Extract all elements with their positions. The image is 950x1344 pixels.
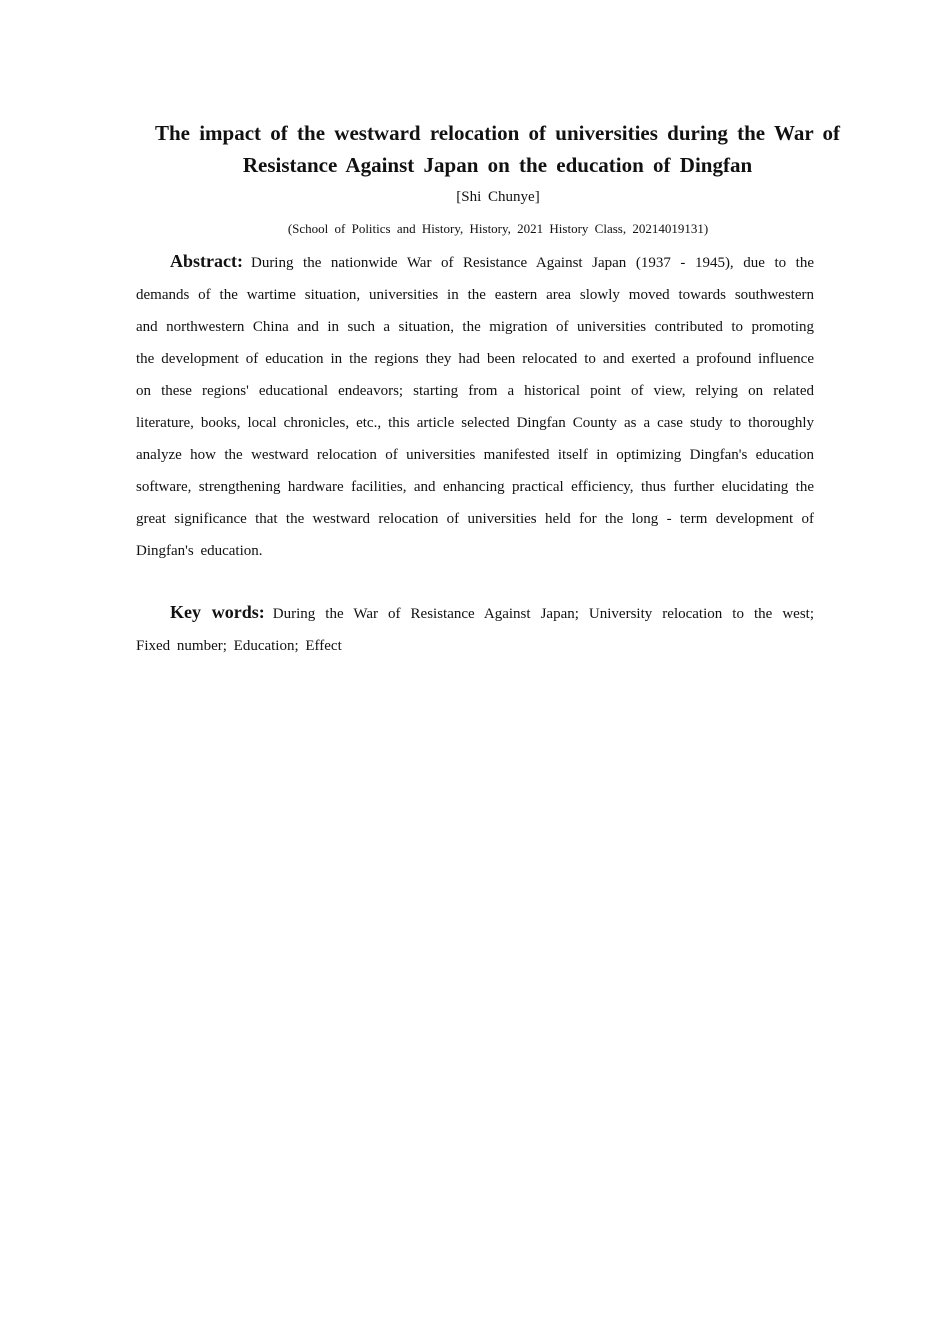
- abstract-paragraph: [136, 245, 814, 567]
- author-affiliation: (School of Politics and History, History, 2021 History Class, 20214019131): [287, 221, 709, 236]
- keywords-label: Key words:: [170, 602, 265, 622]
- keywords-paragraph: [136, 596, 814, 662]
- abstract-text: During the nationwide War of Resistance Against Japan (1937 - 1945), due to the demands of the wartime situation, universities in the eastern area slowly moved towards southwestern and northwestern China and in such a situation, the migration of universities contributed to promoting the development of education in the regions they had been relocated to and exerted a profound influence on these regions' educational endeavors; starting from a historical point of view, relying on related literature, books, local chronicles, etc., this article selected Dingfan County as a case study to thoroughly analyze how the westward relocation of universities manifested itself in optimizing Dingfan's education software, strengthening hardware facilities, and enhancing practical efficiency, thus further elucidating the great significance that the westward relocation of universities held for the long - term development of Dingfan's education.: [136, 255, 814, 559]
- keywords-text: During the War of Resistance Against Japan; University relocation to the west; Fixed number; Education; Effect: [136, 606, 815, 654]
- abstract-label: Abstract:: [170, 251, 243, 271]
- paper-title: The impact of the westward relocation of universities during the War of Resistance Against Japan on the education of Dingfan: [154, 121, 841, 177]
- author-name: [Shi Chunye]: [456, 189, 540, 205]
